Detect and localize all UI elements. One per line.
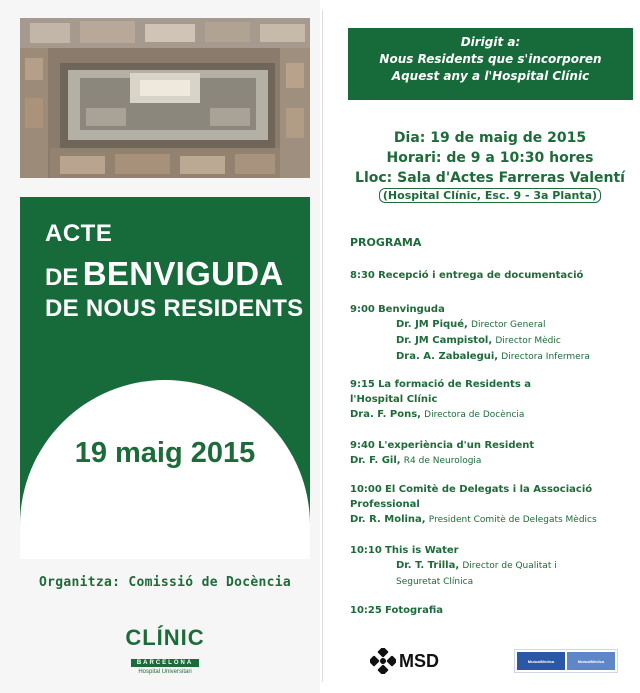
speaker-name: Dra. F. Pons, [350,409,421,420]
program-item [350,302,635,365]
speaker-role: Directora de Docència [424,410,525,420]
program-title-cont: Professional [350,499,420,510]
msd-text: MSD [399,650,439,671]
speaker-name: Dr. JM Piqué, [396,319,468,330]
program-time: 10:25 [350,605,382,616]
event-place-detail-wrap [340,188,640,204]
speaker-name: Dra. A. Zabalegui, [396,351,499,362]
aerial-photo-drawing [20,18,310,178]
event-date: Dia: 19 de maig de 2015 [393,130,587,146]
audience-line1: Dirigit a: [460,35,521,49]
program-time: 10:10 [350,545,382,556]
speaker-role: Directora Infermera [501,352,590,362]
banner-white-base [20,527,310,559]
banner-title-de: DE [45,264,79,291]
audience-box [348,28,633,100]
speaker-name: Dr. R. Molina, [350,514,426,525]
speaker-role-cont: Seguretat Clínica [396,577,474,587]
clinic-logo-city: BARCELONA [131,659,199,667]
banner-title-line2 [45,255,284,293]
program-title: Recepció i entrega de documentació [378,270,584,281]
speaker-name: Dr. JM Campistol, [396,335,493,346]
clinic-logo-name: CLÍNIC [125,625,205,650]
program-title: Fotografia [385,605,443,616]
program-time: 9:15 [350,379,375,390]
clinic-logo [100,627,230,675]
program-item [350,268,635,283]
program-title: This is Water [385,545,459,556]
organizer-text: Organitza: Comissió de Docència [39,575,291,590]
audience-line2: Nous Residents que s'incorporen [379,52,602,66]
program-title: La formació de Residents a [378,379,531,390]
audience-line3: Aquest any a l'Hospital Clínic [391,69,590,83]
event-place-detail: (Hospital Clínic, Esc. 9 - 3a Planta) [379,188,601,203]
program-item [350,543,635,590]
program-title: El Comitè de Delegats i la Associació [385,484,593,495]
column-divider [322,10,323,682]
mutual-medica-logo [514,649,618,673]
program-title: Benvinguda [378,304,445,315]
event-hours: Horari: de 9 a 10:30 hores [386,150,594,166]
program-item [350,482,635,528]
banner-title-benviguda: BENVIGUDA [82,255,284,292]
program-title-cont: l'Hospital Clínic [350,394,438,405]
speaker-role: R4 de Neurologia [403,456,482,466]
msd-mark-icon [370,648,396,674]
program-time: 8:30 [350,270,375,281]
event-info [340,128,640,204]
clinic-logo-sub: Hospital Universitari [138,669,192,675]
banner-title-line1: ACTE [45,220,113,247]
hospital-aerial-photo [20,18,310,178]
program-title: L'experiència d'un Resident [378,440,535,451]
program-item [350,377,635,423]
program-time: 9:40 [350,440,375,451]
banner-date: 19 maig 2015 [74,437,256,469]
event-place: Lloc: Sala d'Actes Farreras Valentí [355,170,625,186]
program-time: 9:00 [350,304,375,315]
speaker-role: Director General [471,320,546,330]
mutual-logo-part2: MutualMèdica [567,652,615,670]
speaker-role: Director de Qualitat i [462,561,557,571]
msd-logo [370,648,439,674]
program-time: 10:00 [350,484,382,495]
speaker-name: Dr. F. Gil, [350,455,401,466]
event-banner [20,197,310,559]
speaker-role: President Comitè de Delegats Mèdics [428,515,597,525]
speaker-role: Director Mèdic [495,336,561,346]
program-item [350,603,635,618]
program-heading: PROGRAMA [350,236,422,249]
banner-title-line3: DE NOUS RESIDENTS [45,295,304,322]
program-item [350,438,635,469]
speaker-name: Dr. T. Trilla, [396,560,460,571]
mutual-logo-part1: MutualMèdica [517,652,565,670]
